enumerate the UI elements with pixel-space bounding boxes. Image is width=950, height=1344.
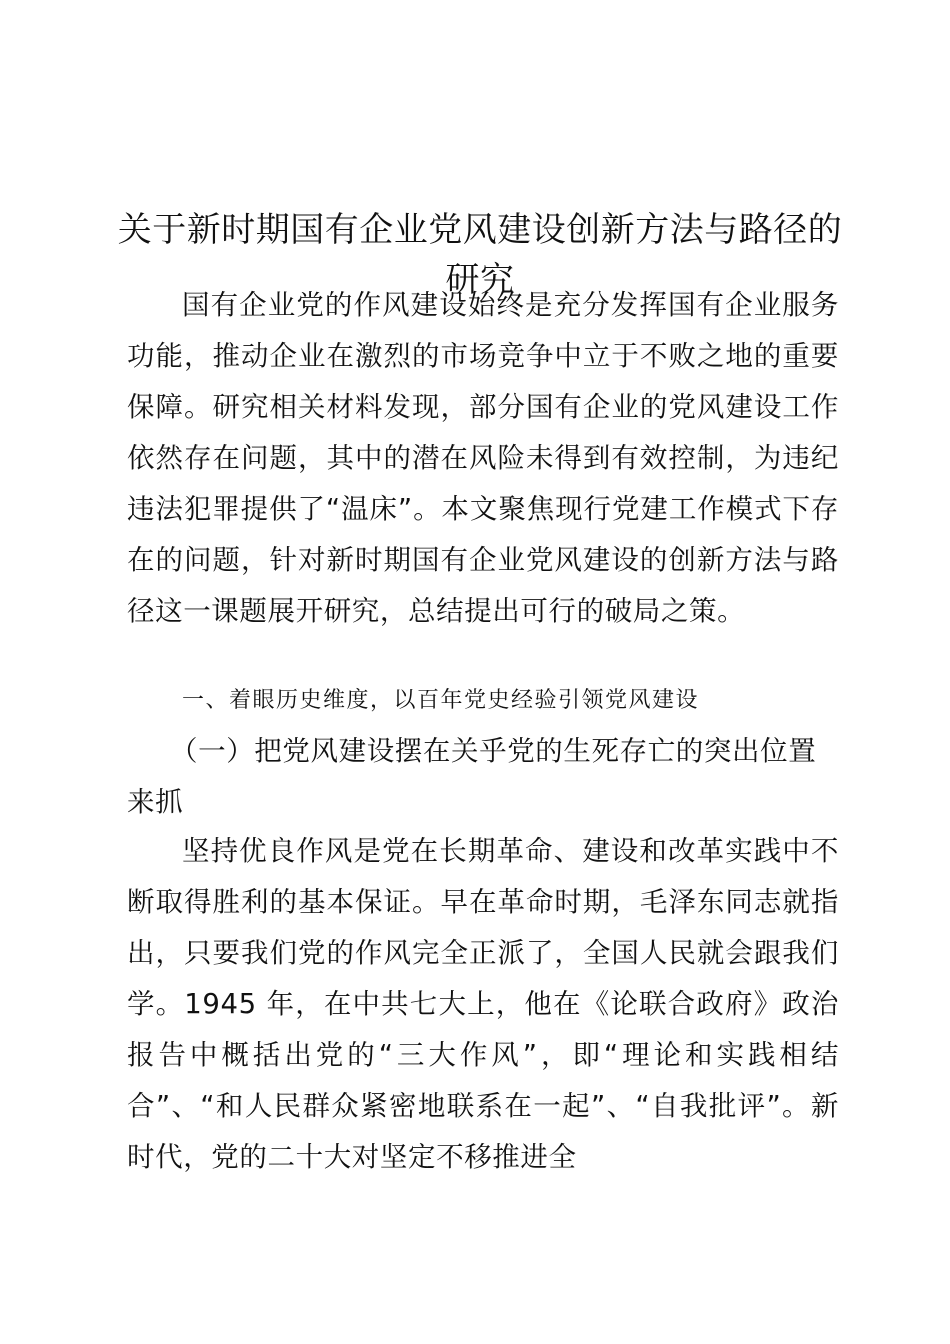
subsection-heading-1-1: （一）把党风建设摆在关乎党的生死存亡的突出位置来抓	[127, 735, 817, 818]
body-paragraph: 坚持优良作风是党在长期革命、建设和改革实践中不断取得胜利的基本保证。早在革命时期，毛泽东同志就指出，只要我们党的作风完全正派了，全国人民就会跟我们学。1945 年，在中共七大上，他在《论联合政府》政治报告中概括出党的“三大作风”，即“理论和实践相结合”、“和人民群众紧密地联系在一起”、“自我批评”。新时代，党的二十大对坚定不移推进全	[127, 835, 839, 1173]
intro-paragraph: 国有企业党的作风建设始终是充分发挥国有企业服务功能，推动企业在激烈的市场竞争中立于不败之地的重要保障。研究相关材料发现，部分国有企业的党风建设工作依然存在问题，其中的潜在风险未得到有效控制，为违纪违法犯罪提供了“温床”。本文聚焦现行党建工作模式下存在的问题，针对新时期国有企业党风建设的创新方法与路径这一课题展开研究，总结提出可行的破局之策。	[127, 289, 839, 627]
document-title: 关于新时期国有企业党风建设创新方法与路径的研究	[117, 209, 843, 300]
section-heading-1: 一、着眼历史维度，以百年党史经验引领党风建设	[182, 688, 700, 713]
